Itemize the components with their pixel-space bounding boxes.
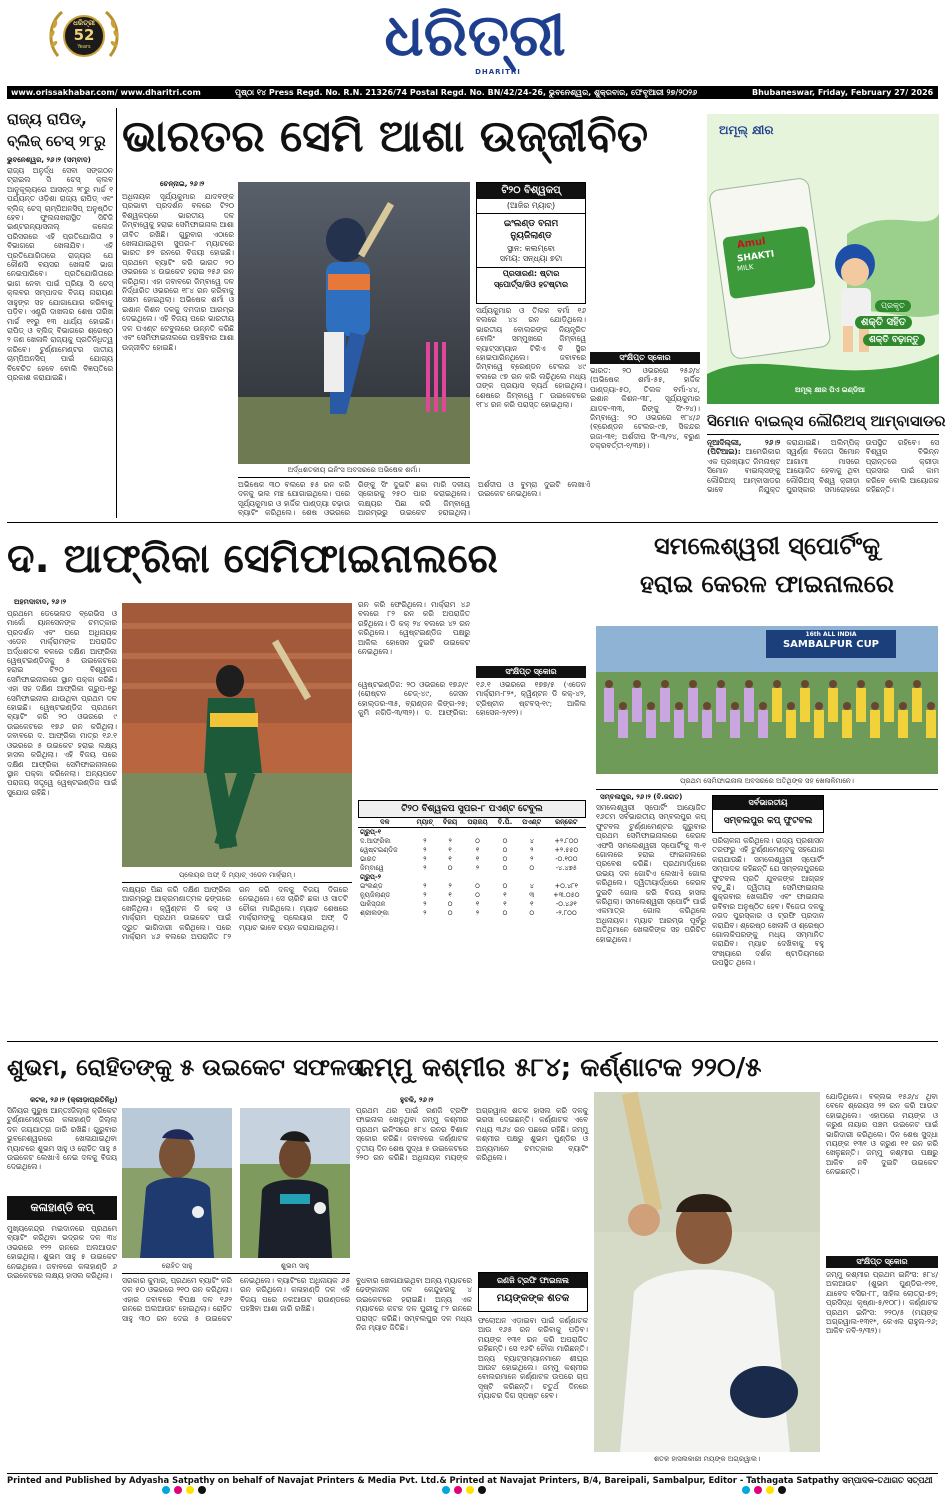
table-cell: ୦	[502, 837, 508, 845]
s4-box-top: ସର୍ବଭାରତୀୟ	[713, 796, 823, 810]
s4-caption-rule	[596, 789, 938, 790]
reg-dot-magenta-2	[454, 1486, 462, 1494]
footer-rule	[7, 1473, 938, 1474]
s4-photo-caption: ପ୍ରଥମ ସେମିଫାଇନାଲ ଅବସରରେ ଅତିଥିଙ୍କ ସହ ଖେଳାଳିମାନେ।	[680, 777, 854, 785]
table-cell: ୨	[530, 855, 534, 863]
s2-body	[707, 438, 939, 518]
s3-photo	[122, 603, 352, 867]
anniversary-number: 52	[73, 26, 95, 44]
table-cell: ୱେଷ୍ଟଇଣ୍ଡିଜ	[360, 846, 398, 854]
reg-dot-black	[198, 1486, 206, 1494]
s3-headline: ଦ. ଆଫ୍ରିକା ସେମିଫାଇନାଲରେ	[7, 536, 498, 582]
footer-imprint: Printed and Published by Adyasha Satpathy on behalf of Navajat Printers & Media Pvt. Ltd.& Printed at Navajat Printers, B/4, Bareipali, Sambalpur, Editor - Tathagata Satpathy ସମ୍ପାଦକ-ତଥାଗତ ସତ୍ପଥୀ	[7, 1475, 933, 1485]
table-row	[358, 846, 586, 855]
row-divider-2	[7, 1041, 938, 1042]
table-cell: +୩.୦୫୦	[553, 891, 580, 899]
s6-body-a: ପ୍ରଥମ ଥର ପାଇଁ ରଣଜି ଟ୍ରଫି ଫାଇନାଲ ଖେଳୁଥିବା ଜମ୍ମୁ କଶ୍ମୀର ପ୍ରଥମ ଇନିଂସରେ ୫୮୪ ରନର ବିଶାଳ ସ୍କୋର କରିଛି। ଜବାବରେ କର୍ଣ୍ଣାଟକ ତୃତୀୟ ଦିନ ଶେଷ ସୁଦ୍ଧା ୫ ଉଇକେଟରେ ୨୨୦ ରନ କରିଛି। ଅଧିନାୟକ ମୟଙ୍କ ଅଗ୍ରୱାଲ ଶତକ ହାସଲ କରି ଦଳକୁ ଭରସା ଦେଇଛନ୍ତି। କର୍ଣ୍ଣାଟକ ଏବେ ମଧ୍ୟ ୩୬୪ ରନ ପଛରେ ରହିଛି। ଜମ୍ମୁ କଶ୍ମୀର ପକ୍ଷରୁ ଶୁଭମ ପୁଣ୍ଡିର ଓ ଅନ୍ୟମାନେ ଚମତ୍କାର ବ୍ୟାଟିଂ କରିଥିଲେ।	[356, 1106, 588, 1163]
table-cell: ୪	[529, 837, 534, 845]
s6-body-b: ଫଲୋଅନ ଏଡ଼ାଇବା ପାଇଁ କର୍ଣ୍ଣାଟକ ଆଉ ୧୬୫ ରନ କରିବାକୁ ପଡ଼ିବ। ମୟଙ୍କ ୧୩୧ ରନ କରି ଅପରାଜିତ ରହିଛନ୍ତି। ସେ ୧୬ଟି ଚୌକା ମାରିଛନ୍ତି। ଅନ୍ୟ ବ୍ୟାଟ୍ସମ୍ୟାନମାନେ ଶୀଘ୍ର ଆଉଟ ହୋଇଥିଲେ। ଜମ୍ମୁ କଶ୍ମୀର ବୋଲରମାନେ କର୍ଣ୍ଣାଟକ ଉପରେ ଚାପ ସୃଷ୍ଟି କରିଛନ୍ତି। ଚତୁର୍ଥ ଦିନରେ ମ୍ୟାଚର ଦିଗ ସ୍ପଷ୍ଟ ହେବ।	[478, 1316, 588, 1401]
s2-body-text: ଆମେରିକାର ଏକ ପ୍ରଖ୍ୟାତ ଜିମନାଷ୍ଟ ସିମୋନ ବାଇଲ୍ସଙ୍କୁ ଲୌରିଅସ୍ ଆମ୍ବାସାଡର ଭାବେ ନିଯୁକ୍ତ କରାଯାଇଛି। ଅଲିମ୍ପିକ୍ ସ୍ୱର୍ଣ୍ଣ ବିଜେତା ସିମୋନ ଆଗାମୀ ମାସରେ ଆୟୋଜିତ ହେବାକୁ ଥିବା ଲୌରିଅସ୍ ବିଶ୍ୱ କ୍ରୀଡ଼ା ପୁରସ୍କାର ସମାରୋହରେ ଉପସ୍ଥିତ ରହିବେ। ସେ ବିଶ୍ୱର ବିଭିନ୍ନ ପ୍ରାନ୍ତରେ କ୍ରୀଡ଼ା ପ୍ରସାର ପାଇଁ କାମ କରିବେ ବୋଲି ଆୟୋଜକ କହିଛନ୍ତି।	[707, 438, 939, 495]
reg-dot-cyan-3	[742, 1486, 750, 1494]
s3-body-right	[476, 600, 586, 666]
date-strip	[7, 86, 938, 99]
table-header-row	[358, 818, 586, 828]
s3-dateline: ଅହମଦାବାଦ, ୨୬।୨	[14, 598, 67, 606]
table-cell: ୩	[529, 891, 535, 899]
table-cell: ୧	[475, 855, 480, 863]
anniversary-unit: Years	[77, 44, 91, 50]
reg-dot-yellow-2	[466, 1486, 474, 1494]
s4-box-bottom: ସମ୍ବଲପୁର କପ୍ ଫୁଟବଲ	[723, 816, 813, 826]
s6-headline: ଜମ୍ମୁ କଶ୍ମୀର ୫୮୪; କର୍ଣ୍ଣାଟକ ୨୨୦/୫	[356, 1053, 762, 1083]
s3-body-b: ଲକ୍ଷ୍ୟର ପିଛା କରି ଦକ୍ଷିଣ ଆଫ୍ରିକା ଆରମ୍ଭରୁ ଆକ୍ରମଣାତ୍ମକ ଢଙ୍ଗରେ ଖେଳିଥିଲା। କ୍ୱିଣ୍ଟନ ଡି କକ୍ ଓ ମାର୍କ୍ରାମ ପ୍ରଥମ ଉଇକେଟ ପାଇଁ ଦ୍ରୁତ ଭାଗିଦାରୀ କରିଥିଲେ। ପରେ ମାର୍କ୍ରାମ ୪୬ ବଲରେ ଅପରାଜିତ ୮୨ ରନ କରି ଦଳକୁ ବିଜୟ ଦିଗରେ ନେଇଥିଲେ। ସେ ଚାରିଟି ଛକା ଓ ସାତଟି ଚୌକା ମାରିଥିଲେ। ମ୍ୟାଚ ଶେଷରେ ମାର୍କ୍ରାମଙ୍କୁ ପ୍ଲେୟାର ଅଫ୍ ଦି ମ୍ୟାଚ ଭାବେ ଚୟନ କରାଯାଇଥିଲା।	[122, 885, 348, 942]
s2-headline: ସିମୋନ ବାଇଲ୍ସ ଲୌରିଅସ୍ ଆମ୍ବାସାଡର	[707, 412, 946, 430]
reg-dot-magenta-3	[754, 1486, 762, 1494]
strip-websites: www.orissakhabar.com/ www.dharitri.com	[11, 88, 201, 97]
s5-body-d: ବୁଧବାର ଖେଳାଯାଇଥିବା ଅନ୍ୟ ମ୍ୟାଚରେ ଢେଙ୍କାନାଳ ଦଳ କେନ୍ଦୁଝରକୁ ୪ ଉଇକେଟରେ ହରାଇଛି। ଅନ୍ୟ ଏକ ମ୍ୟାଚରେ କଟକ ଦଳ ପୁରୀକୁ ୮୨ ରନରେ ପରାସ୍ତ କରିଛି। ସମ୍ବଲପୁର ଦଳ ମଧ୍ୟ ନିଜ ମ୍ୟାଚ ଜିତିଛି।	[356, 1276, 472, 1333]
table-cell: ୨	[423, 864, 427, 872]
table-cell: ୨	[475, 909, 480, 917]
table-cell: +୦.୪୮୧	[554, 882, 579, 890]
s5-body-c: ସରକାର କୁମାର, ପ୍ରଥମେ ବ୍ୟାଟିଂ କରି ଦଳ ୫୦ ଓଭରରେ ୨୧୦ ରନ କରିଥିଲା। ଏହାର ଜବାବରେ ବିପକ୍ଷ ଦଳ ୧୬୨ ରନରେ ଅଲଆଉଟ ହୋଇଥିଲା। ରୋହିତ ସାହୁ ୩୦ ରନ ଦେଇ ୫ ଉଇକେଟ ନେଇଥିଲେ। ବ୍ୟାଟିଂରେ ଅଧିନାୟକ ୬୫ ରନ କରିଥିଲେ। କଳାହାଣ୍ଡି ଦଳ ଏହି ବିଜୟ ପରେ ନକଆଉଟ ରାଉଣ୍ଡରେ ପହଞ୍ଚିବା ଆଶା ଜାରି ରଖିଛି।	[122, 1276, 350, 1323]
s4-body-c	[830, 795, 938, 1037]
s6-body-c: ଯୋଡ଼ିଥିଲେ। ବଳ୍ଲଭ ୧୫୬/୪ ଥିବା ବେଳେ ଶ୍ରେୟସ ୨୨ ରନ କରି ଆଉଟ ହୋଇଥିଲେ। ଏହାପରେ ମୟଙ୍କ ଓ କରୁଣ ନାୟାର ପଞ୍ଚମ ଉଇକେଟ ପାଇଁ ଭାଗିଦାରୀ କରିଥିଲେ। ଦିନ ଶେଷ ସୁଦ୍ଧା ମୟଙ୍କ ୧୩୧ ଓ କରୁଣ ୧୧ ରନ କରି ଖେଳୁଛନ୍ତି। ଜମ୍ମୁ କଶ୍ମୀର ପକ୍ଷରୁ ଆକିବ ନବି ଦୁଇଟି ଉଇକେଟ ନେଇଛନ୍ତି।	[826, 1092, 938, 1177]
table-cell: ୨	[448, 837, 452, 845]
match-box-broadcast: ପ୍ରସାରଣ: ଷ୍ଟାର	[502, 269, 560, 278]
table-cell: ୧	[448, 855, 452, 863]
table-cell: ୦	[529, 909, 535, 917]
table-cell: ୨	[423, 900, 427, 908]
score-title: ସଂକ୍ଷିପ୍ତ ସ୍କୋର	[590, 352, 700, 364]
table-cell: ଭାରତ	[360, 855, 377, 863]
table-cell: ୦	[502, 846, 508, 854]
table-cell: -୦.୧୦୦	[555, 855, 578, 863]
table-cell: -୦.୪୬୧	[555, 900, 577, 908]
s4-headline-1: ସମଲେଶ୍ୱରୀ ସ୍ପୋର୍ଟିଂକୁ	[654, 532, 880, 560]
table-row	[358, 882, 586, 891]
s6-photo-caption: ଶତକ ହାସଲକାରୀ ମୟଙ୍କ ଅଗ୍ରୱାଲ।	[653, 1455, 761, 1463]
s5-caption-rule	[122, 1273, 350, 1274]
table-cell: +୨.୫୫୦	[554, 846, 579, 854]
s5-badge: କଳାହାଣ୍ଡି କପ୍	[7, 1196, 117, 1220]
s3-score-body: ୱେଷ୍ଟଇଣ୍ଡିଜ: ୨୦ ଓଭରରେ ୧୭୬/୯ (ରୋଷ୍ଟନ ଚେଜ୍-୪୯, ଜେସନ ହୋଲ୍ଡର-୩୫, ବ୍ରାଣ୍ଡନ କିଙ୍ଗ-୨୫; କୁମି ନଗିଡି-୩/୩୨)। ଦ. ଆଫ୍ରିକା: ୧୬.୧ ଓଭରରେ ୧୭୭/୫ (ଏଡେନ ମାର୍କ୍ରାମ-୮୨*, କ୍ୱିଣ୍ଟନ ଡି କକ୍-୪୨, ଟ୍ରିଷ୍ଟାନ ଷ୍ଟବସ୍-୧୯; ଆକିଲ ହୋସେନ-୨/୧୨)।	[358, 680, 586, 718]
logo-text: ଧରିତ୍ରୀ	[384, 1, 566, 69]
s6-box-bottom: ମୟଙ୍କଙ୍କ ଶତକ	[496, 1293, 570, 1304]
s3-caption-rule	[122, 882, 352, 883]
group-label: ଗ୍ରୁପ୍-୨	[360, 873, 382, 881]
logo	[360, 2, 590, 82]
reg-dot-black-2	[478, 1486, 486, 1494]
table-row	[358, 864, 586, 873]
table-cell: ୧	[448, 846, 452, 854]
s3-score-box	[358, 666, 586, 796]
masthead	[0, 0, 945, 86]
match-box-venue: ସ୍ଥାନ: କଲମ୍ବୋ	[507, 244, 555, 253]
table-cell: ୦	[502, 864, 508, 872]
lead-photo-caption: ଅର୍ଦ୍ଧଶତକୀୟ ଇନିଂସ ଅବସରରେ ଅଭିଷେକ ଶର୍ମା।	[287, 466, 421, 474]
th-lost: ପରାଜୟ	[462, 818, 493, 828]
ad-tagline-3: ଶକ୍ତି ବଢ଼ାନ୍ତୁ	[863, 334, 925, 346]
lead-dateline: ଚେନ୍ନାଇ, ୨୬।୨	[160, 180, 205, 188]
logo-sub: DHARITRI	[475, 68, 521, 76]
th-played: ମ୍ୟାଚ୍	[412, 818, 439, 828]
table-row	[358, 909, 586, 918]
th-points: ପଏଣ୍ଟ	[517, 818, 547, 828]
table-cell: ୨	[530, 846, 534, 854]
lead-body-c: ସର୍ଯ୍ୟକୁମାର ଓ ତିଲକ ବର୍ମା ୧୬ ବଲରେ ୪୪ ରନ ଯୋଡ଼ିଥିଲେ। ଭାରତୀୟ ବୋଲରଙ୍କ ନିୟନ୍ତ୍ରିତ ବୋଲିଂ ସମ୍ମୁଖରେ ଜିମ୍ବାୱେ ବ୍ୟାଟ୍ସମ୍ୟାନ ଟିକିଏ ବି ସ୍ଥିର ହୋଇପାରିନଥିଲେ। ଜବାବରେ ଜିମ୍ବାୱେ ବ୍ରେଣ୍ଡନ ଟେଲର ୪୯ ବଲରେ ୯୭ ରନ କରି ଲଢ଼ିଥିଲେ ମଧ୍ୟ ତାଙ୍କ ପ୍ରୟାସ ବ୍ୟର୍ଥ ହୋଇଥିଲା। ଶେଷରେ ଜିମ୍ବାୱେ ୮ ଉଇକେଟରେ ୧୮୪ ରନ କରି ପରାସ୍ତ ହୋଇଥିଲା।	[476, 306, 586, 410]
s5-body-a: ସିନିୟର ପୁରୁଷ ଆନ୍ତଃଜିଲ୍ଲା କ୍ରିକେଟ ଟୁର୍ଣ୍ଣାମେଣ୍ଟରେ କଳାହାଣ୍ଡି ଜିଲ୍ଲା ଦଳ ଜୟଯାତ୍ରା ଜାରି ରଖିଛି। ଗୁରୁବାର ଭୁବନେଶ୍ୱରରେ ଖେଳାଯାଇଥିବା ମ୍ୟାଚରେ ଶୁଭମ ସାହୁ ଓ ରୋହିତ ସାହୁ ୫ ଉଇକେଟ ଲେଖାଏଁ ନେଇ ଦଳକୁ ବିଜୟ ଦେଇଥିଲେ।	[7, 1106, 117, 1172]
table-cell: ୦	[447, 864, 453, 872]
score-box-1	[590, 180, 700, 518]
table-cell: ଜିମ୍ବାୱେ	[360, 864, 384, 872]
s3-score-title: ସଂକ୍ଷିପ୍ତ ସ୍କୋର	[476, 666, 586, 678]
s4-photo	[596, 626, 938, 774]
table-cell: ଦ.ଆଫ୍ରିକା	[360, 837, 391, 845]
lead-body-a: ଅଧିନାୟକ ସୂର୍ଯ୍ୟକୁମାର ଯାଦବଙ୍କ ପ୍ରଭାବୀ ପ୍ରଦର୍ଶନ ବଳରେ ଟି୨୦ ବିଶ୍ୱକପ୍ରେ ଭାରତୀୟ ଦଳ ଜିମ୍ବାୱେକୁ ହରାଇ ସେମିଫାଇନାଲ ଆଶା ଜୀବିତ ରଖିଛି। ଗୁରୁବାର ଏଠାରେ ଖେଳାଯାଇଥିବା ସୁପର-୮ ମ୍ୟାଚରେ ଭାରତ ୭୨ ରନରେ ବିଜୟୀ ହୋଇଛି। ପ୍ରଥମେ ବ୍ୟାଟିଂ କରି ଭାରତ ୨୦ ଓଭରରେ ୪ ଉଇକେଟ ହରାଇ ୨୫୬ ରନ କରିଥିଲା। ଏହା ଜବାବରେ ଜିମ୍ବାୱେ ଦଳ ନିର୍ଦ୍ଧାରିତ ଓଭରରେ ୧୮୪ ରନ କରିବାକୁ ସକ୍ଷମ ହୋଇଥିଲା। ଅଭିଷେକ ଶର୍ମା ଓ ଇଶାନ କିଶନ ଦଳକୁ ଦମଦାର ଆରମ୍ଭ ଦେଇଥିଲେ। ଏହି ବିଜୟ ପରେ ଭାରତୀୟ ଦଳ ପଏଣ୍ଟ ଟେବୁଲରେ ଉନ୍ନତି କରିଛି ଏବଂ ସେମିଫାଇନାଲରେ ପହଞ୍ଚିବାର ଆଶା ଉଜ୍ଜୀବିତ ହୋଇଛି।	[122, 192, 234, 352]
reg-dot-yellow-3	[766, 1486, 774, 1494]
s4-body-b: ପରିଚାଳନା କରିଥିଲେ। ରାଜ୍ୟ ପ୍ରଶାସନ ତରଫରୁ ଏହି ଟୁର୍ଣ୍ଣାମେଣ୍ଟକୁ ସହଯୋଗ କରାଯାଉଛି। ସମଲେଶ୍ୱରୀ ସ୍ପୋର୍ଟିଂ ସମ୍ପାଦକ କହିଛନ୍ତି ଯେ ସମ୍ବଲପୁରରେ ଫୁଟବଲ ପ୍ରତି ଯୁବକଙ୍କ ଆଗ୍ରହ ବଢ଼ୁଛି। ଦ୍ୱିତୀୟ ସେମିଫାଇନାଲ ଶୁକ୍ରବାର ଖେଳାଯିବ ଏବଂ ଫାଇନାଲ ରବିବାର ଅନୁଷ୍ଠିତ ହେବ। ବିଜେତା ଦଳକୁ ନଗଦ ପୁରସ୍କାର ଓ ଟ୍ରଫି ପ୍ରଦାନ କରାଯିବ। ଶ୍ରେଷ୍ଠ ଖେଳାଳି ଓ ଶ୍ରେଷ୍ଠ ଗୋଲକିପରଙ୍କୁ ମଧ୍ୟ ସମ୍ମାନିତ କରାଯିବ। ମ୍ୟାଚ ଦେଖିବାକୁ ବହୁ ସଂଖ୍ୟାରେ ଦର୍ଶକ ଷ୍ଟାଡିୟମରେ ଉପସ୍ଥିତ ଥିଲେ।	[712, 836, 824, 968]
table-cell: ୨	[448, 882, 452, 890]
table-cell: ୨	[475, 864, 480, 872]
reg-dot-cyan-2	[442, 1486, 450, 1494]
table-group-row	[358, 873, 586, 882]
table-cell: ୨	[423, 837, 427, 845]
table-cell: ୧	[475, 900, 480, 908]
points-table-title: ଟି୨୦ ବିଶ୍ୱକପ ସୁପର-୮ ପଏଣ୍ଟ ଟେବୁଲ	[358, 800, 586, 818]
th-nr: ବି.ପି.	[493, 818, 517, 828]
s2-dateline: ନୂଆଦିଲ୍ଲୀ, ୨୬।୨ (ପିଟିଆଇ):	[707, 438, 781, 457]
table-cell: ୦	[502, 882, 508, 890]
table-row	[358, 900, 586, 909]
s5-headline: ଶୁଭମ, ରୋହିତଙ୍କୁ ୫ ଉଇକେଟ ସଫଳତା	[7, 1055, 365, 1081]
table-cell: ଇଂଲଣ୍ଡ	[360, 882, 383, 890]
strip-right: Bhubaneswar, Friday, February 27/ 2026	[752, 88, 934, 97]
sidebar-dateline: ଭୁବନେଶ୍ୱର, ୨୬।୨ (ସମ୍ବାଦ)	[7, 156, 91, 164]
reg-dot-yellow	[186, 1486, 194, 1494]
s4-banner-2: SAMBALPUR CUP	[782, 639, 880, 650]
ad-tagline-1: ପ୍ରକୃତ	[875, 300, 911, 312]
anniversary-badge	[44, 4, 124, 66]
table-row	[358, 837, 586, 846]
s4-dateline: ସମ୍ବଲପୁର, ୨୬।୨ (ବି.ଜଗତ)	[600, 793, 683, 801]
lead-photo	[238, 182, 470, 464]
ad-tagline-2: ଶକ୍ତି ସହିତ	[855, 316, 912, 329]
table-cell: ୦	[529, 864, 535, 872]
amul-advertisement[interactable]	[707, 114, 939, 404]
s5-photo-2	[240, 1108, 350, 1258]
match-box-title: ଟି୨୦ ବିଶ୍ୱକପ୍	[477, 183, 585, 199]
table-cell: ୧	[530, 900, 534, 908]
s6-box	[478, 1272, 588, 1312]
ad-brand: ଅମୂଲ୍ କ୍ଷୀର	[719, 123, 774, 137]
table-cell: ୧	[503, 900, 507, 908]
reg-dot-black-3	[778, 1486, 786, 1494]
strip-center: ପୃଷ୍ଠା ୧୪ Press Regd. No. R.N. 21326/74 Postal Regd. No. BN/42/24-26, ଭୁବନେଶ୍ୱର, ଶୁକ୍ରବାର, ଫେବୃଆରୀ ୨୭/୨୦୨୬	[235, 88, 698, 97]
s3-photo-caption: ପ୍ଲେୟର ଅଫ୍ ଦି ମ୍ୟାଚ୍ ଏଡେନ ମାର୍କ୍ରାମ୍।	[178, 871, 296, 879]
s3-body-c: ରନ କରି ଫେରିଥିଲେ। ମାର୍କ୍ରାମ ୪୬ ବଲରେ ୮୨ ରନ କରି ଅପରାଜିତ ରହିଥିଲେ। ଡି କକ୍ ୨୪ ବଲରେ ୪୨ ରନ କରିଥିଲେ। ୱେଷ୍ଟଇଣ୍ଡିଜ ପକ୍ଷରୁ ଆକିଲ ହୋସେନ ଦୁଇଟି ଉଇକେଟ ନେଇଥିଲେ।	[358, 600, 470, 657]
lead-headline: ଭାରତର ସେମି ଆଶା ଉଜ୍ଜୀବିତ	[122, 111, 649, 162]
ad-pack-line1: SHAKTI	[736, 249, 775, 265]
match-box-time: ସମୟ: ସନ୍ଧ୍ୟା ୭ଟା	[477, 254, 585, 268]
s6-box-top: ରଣଜି ଟ୍ରଫି ଫାଇନାଲ	[479, 1273, 587, 1288]
lead-body-b: ଅଭିଷେକ ୩୦ ବଲରେ ୫୫ ରନ କରି ଦଳକୁ ଭଲ ମଞ୍ଚ ଯୋଗାଇଥିଲେ। ପରେ ସୂର୍ଯ୍ୟକୁମାର ଓ ହାର୍ଦ୍ଦିକ ପାଣ୍ଡ୍ୟା ଚଢ଼ାଉ ବ୍ୟାଟିଂ କରିଥିଲେ। ଶେଷ ଓଭରରେ ରିଙ୍କୁ ସିଂ ଦୁଇଟି ଛକା ମାରି ଦଳୀୟ ସ୍କୋରକୁ ୨୫୦ ପାର କରାଇଥିଲେ। ଲକ୍ଷ୍ୟର ପିଛା କରି ଜିମ୍ବାୱେ ଆରମ୍ଭରୁ ଉଇକେଟ ହରାଇଥିଲା। ଅର୍ଶଦୀପ ଓ ବୁମ୍ରା ଦୁଇଟି ଲେଖାଏଁ ଉଇକେଟ ନେଇଥିଲେ।	[238, 480, 590, 518]
match-box-channel: ସ୍ପୋର୍ଟ୍ସ/ଜିଓ ହଟଷ୍ଟାର	[493, 280, 569, 289]
reg-dot-cyan	[162, 1486, 170, 1494]
table-cell: ୦	[447, 909, 453, 917]
table-cell: ୨	[423, 891, 427, 899]
s2-rule	[707, 434, 939, 435]
s4-banner-1: 16th ALL INDIA	[805, 631, 857, 638]
s4-headline-2: ହରାଇ କେରଳ ଫାଇନାଲରେ	[640, 570, 894, 598]
table-cell: ୦	[447, 900, 453, 908]
anniversary-top: ଧରିତ୍ରୀ	[73, 19, 95, 27]
table-cell: -୨.୮୦୦	[555, 909, 577, 917]
s4-box	[712, 795, 824, 833]
table-cell: ୦	[475, 882, 480, 890]
points-table-grid	[358, 818, 586, 918]
table-cell: ୦	[475, 891, 480, 899]
s4-body-a: ସମଲେଶ୍ୱରୀ ସ୍ପୋର୍ଟିଂ ଆୟୋଜିତ ୧୬ତମ ସର୍ବଭାରତୀୟ ସମ୍ବଲପୁର କପ୍ ଫୁଟବଲ ଟୁର୍ଣ୍ଣାମେଣ୍ଟର ଗୁରୁବାର ପ୍ରଥମ ସେମିଫାଇନାଲରେ କେରଳ ଏଫସି ସମଲେଶ୍ୱରୀ ସ୍ପୋର୍ଟିଂକୁ ୩-୧ ଗୋଲରେ ହରାଇ ଫାଇନାଲରେ ପ୍ରବେଶ କରିଛି। ପ୍ରଥମାର୍ଦ୍ଧରେ ଉଭୟ ଦଳ ଗୋଟିଏ ଲେଖାଏଁ ଗୋଲ କରିଥିଲେ। ଦ୍ୱିତୀୟାର୍ଦ୍ଧରେ କେରଳ ଦୁଇଟି ଗୋଲ କରି ବିଜୟ ହାସଲ କରିଥିଲା। ସମଲେଶ୍ୱରୀ ସ୍ପୋର୍ଟିଂ ପାଇଁ ଏକମାତ୍ର ଗୋଲ କରିଥିଲେ ଅଧିନାୟକ। ମ୍ୟାଚ ଆରମ୍ଭ ପୂର୍ବରୁ ଅତିଥିମାନେ ଖେଳାଳିଙ୍କ ସହ ପରିଚିତ ହୋଇଥିଲେ।	[596, 803, 706, 944]
ad-pack-line2: MILK	[736, 262, 755, 274]
s6-score-title: ସଂକ୍ଷିପ୍ତ ସ୍କୋର	[826, 1256, 938, 1268]
s3-body-a: ପ୍ରଥମେ ଡେଭେଲଡ ବ୍ରେଭିସ ଓ ମାର୍କୋ ୟାନସେନଙ୍କ ଚମତ୍କାର ପ୍ରଦର୍ଶନ ଏବଂ ପରେ ଅଧିନାୟକ ଏଡେନ ମାର୍କ୍ରାମଙ୍କ ଅପରାଜିତ ଅର୍ଦ୍ଧଶତକ ବଳରେ ଦକ୍ଷିଣ ଆଫ୍ରିକା ୱେଷ୍ଟଇଣ୍ଡିଜକୁ ୫ ଉଇକେଟରେ ହରାଇ ଟି୨୦ ବିଶ୍ୱକପ ସେମିଫାଇନାଲରେ ସ୍ଥାନ ପକ୍କା କରିଛି। ଏହା ସହ ଦକ୍ଷିଣ ଆଫ୍ରିକା ଗ୍ରୁପ-୧ରୁ ସେମିଫାଇନାଲ ଯାଉଥିବା ପ୍ରଥମ ଦଳ ହୋଇଛି। ୱେଷ୍ଟଇଣ୍ଡିଜ ପ୍ରଥମେ ବ୍ୟାଟିଂ କରି ୨୦ ଓଭରରେ ୯ ଉଇକେଟରେ ୧୭୬ ରନ କରିଥିଲା। ଜବାବରେ ଦ. ଆଫ୍ରିକା ମାତ୍ର ୧୬.୧ ଓଭରରେ ୫ ଉଇକେଟ ହରାଇ ଲକ୍ଷ୍ୟ ହାସଲ କରିଥିଲା। ଏହି ବିଜୟ ପରେ ଦକ୍ଷିଣ ଆଫ୍ରିକା ସେମିଫାଇନାଲରେ ସ୍ଥାନ ପକ୍କା କରିନେଲା। ଅନ୍ୟପଟେ ପରାଜୟ ସତ୍ତ୍ୱେ ୱେଷ୍ଟଇଣ୍ଡିଜ ପାଇଁ ସୁଯୋଗ ରହିଛି।	[7, 609, 117, 797]
group-label: ଗ୍ରୁପ୍-୧	[360, 828, 382, 836]
table-cell: ୦	[502, 855, 508, 863]
table-cell: ୦	[502, 909, 508, 917]
table-cell: ନ୍ୟୁଜିଲାଣ୍ଡ	[360, 891, 391, 899]
s6-photo	[594, 1092, 820, 1452]
col-divider	[116, 108, 117, 518]
table-cell: -୪.୪୭୫	[555, 864, 577, 872]
s5-photo-caption-1: ରୋହିତ ସାହୁ	[161, 1262, 193, 1270]
table-row	[358, 891, 586, 900]
s6-dateline: ହୁବଳି, ୨୬।୨	[400, 1096, 434, 1104]
table-cell: +୨.୮୦୦	[554, 837, 579, 845]
table-cell: ଶ୍ରୀଲଙ୍କା	[360, 909, 389, 917]
s5-photo-caption-2: ଶୁଭମ ସାହୁ	[280, 1262, 310, 1270]
table-cell: ୧	[448, 891, 452, 899]
table-cell: ପାକିସ୍ତାନ	[360, 900, 386, 908]
registration-marks	[50, 1486, 910, 1494]
sidebar-body: ରାଜ୍ୟ ଅନୁର୍ଦ୍ଧ ସେବା ସଙ୍ଗଠନ ଟ୍ରାଇଲ ସି ଚେସ୍ କ୍ଲବ ଆନୁକୂଲ୍ୟରେ ଆସନ୍ତା ୨୮ରୁ ମାର୍ଚ୍ଚ ୧ ପର୍ଯ୍ୟନ୍ତ ଓଡ଼ିଶା ରାଜ୍ୟ ରାପିଡ୍ ଏବଂ ବ୍ଲିଜ୍ ଚେସ୍ ଚାମ୍ପିଅନସିପ୍ ଅନୁଷ୍ଠିତ ହେବ। ଫୁଲନାଖରାସ୍ଥିତ ସିଟିଜି ଇଣ୍ଟରନ୍ୟାସନାଲ୍ କଲେଜ ପରିସରରେ ଏହି ପ୍ରତିଯୋଗିତା ୨ ବିଭାଗରେ ଖେଳାଯିବ। ଏହି ପ୍ରତିଯୋଗିତାରେ ରାଜ୍ୟର ଯେ କୌଣସି ବୟସର ଖେଳାଳି ଭାଗ ନେଇପାରିବେ। ପ୍ରତିଯୋଗିତାରେ ଭାଗ ନେବା ପାଇଁ ପ୍ରିୟା ସି ଚେସ୍ କ୍ଲବର ସମ୍ପାଦକ ବିଜୟ ନାରାୟଣ ସାହୁଙ୍କ ସହ ଯୋଗାଯୋଗ କରିବାକୁ ପଡ଼ିବ। ଏଣ୍ଟ୍ରି ଦାଖଲର ଶେଷ ତାରିଖ ମାର୍ଚ୍ଚ ୧୧ରୁ ୧୩ ଧାର୍ଯ୍ୟ ହୋଇଛି। ରାପିଡ୍ ଓ ବ୍ଲିଜ୍ ବିଭାଗରେ ଶ୍ରେଷ୍ଠ ୨ ଜଣ ଖେଳାଳି ରାଜ୍ୟକୁ ପ୍ରତିନିଧିତ୍ୱ କରିବେ। ଟୁର୍ଣ୍ଣାମେଣ୍ଟର ଜାତୀୟ ଚାମ୍ପିଅନସିପ୍ ପାଇଁ ଯୋଗ୍ୟ ବିବେଚିତ ହେବେ ବୋଲି ବିଜ୍ଞପ୍ତିରେ ପ୍ରକାଶ କରାଯାଇଛି।	[7, 166, 113, 382]
match-box-teams: ଇଂଲଣ୍ଡ ବନାମ ନ୍ୟୁଜିଲାଣ୍ଡ	[503, 219, 559, 241]
table-cell: ୨	[423, 909, 427, 917]
match-box-sub: (ଆଜିର ମ୍ୟାଚ୍)	[477, 199, 585, 214]
table-cell: ୨	[423, 846, 427, 854]
caption-rule	[238, 477, 470, 478]
s6-score-body: ଜମ୍ମୁ କଶ୍ମୀର ପ୍ରଥମ ଇନିଂସ: ୫୮୪/ଅଲଆଉଟ (ଶୁଭମ ପୁଣ୍ଡିର-୧୨୧, ଯାବେଦ ବସିର-୮୮, ସାହିଲ ଲୋତ୍ରା-୭୨; ପ୍ରସିଦ୍ଧ କୃଷ୍ଣା-୫/୧୦୮)। କର୍ଣ୍ଣାଟକ ପ୍ରଥମ ଇନିଂସ: ୨୨୦/୫ (ମୟଙ୍କ ଅଗ୍ରୱାଲ-୧୩୧*, କେଏଲ ରାହୁଲ-୨୬; ଆକିବ ନବି-୨/୩୨)।	[826, 1270, 938, 1336]
match-info-box	[476, 182, 586, 304]
table-cell: ୨	[423, 882, 427, 890]
reg-dot-magenta	[174, 1486, 182, 1494]
s5-photo-1	[122, 1108, 232, 1258]
table-cell: ୧	[503, 891, 507, 899]
ad-pack-brand: Amul	[736, 236, 767, 251]
s5-body-b: ମୁଖ୍ୟକେନ୍ଦ୍ର ମଇଦାନରେ ପ୍ରଥମେ ବ୍ୟାଟିଂ କରିଥିବା ଭଦ୍ରକ ଦଳ ୩୪ ଓଭରରେ ୧୨୨ ରନରେ ଅଲଆଉଟ ହୋଇଥିଲା। ଶୁଭମ ସାହୁ ୫ ଉଇକେଟ ନେଇଥିଲେ। ଜବାବରେ କଳାହାଣ୍ଡି ୬ ଉଇକେଟରେ ଲକ୍ଷ୍ୟ ହାସଲ କରିଥିଲା।	[7, 1224, 117, 1281]
s5-dateline: କଟକ, ୨୬।୨ (କ୍ରୀଡ଼ାପ୍ରତିନିଧି)	[30, 1096, 118, 1104]
ad-footer: ଅମୂଲ୍ କ୍ଷୀର ପିଏ ଇଣ୍ଡିଆ	[795, 386, 865, 394]
score-body: ଭାରତ: ୨୦ ଓଭରରେ ୨୫୬/୪ (ଅଭିଷେକ ଶର୍ମା-୫୫, ହାର୍ଦ୍ଦିକ ପାଣ୍ଡ୍ୟା-୫୦, ତିଲକ ବର୍ମା-୪୪, ଇଶାନ କିଶନ-୩୮, ସୂର୍ଯ୍ୟକୁମାର ଯାଦବ-୩୩, ରିଙ୍କୁ ସିଂ-୨୪)। ଜିମ୍ବାୱେ: ୨୦ ଓଭରରେ ୧୮୪/୬ (ବ୍ରେଣ୍ଡନ ଟେଲର-୯୭, ସିକନ୍ଦର ରଜା-୩୧; ଅର୍ଶଦୀପ ସିଂ-୩/୨୪, ବରୁଣ ଚକ୍ରବର୍ତ୍ତୀ-୧/୩୭)।	[590, 366, 700, 451]
sidebar-headline: ରାଜ୍ୟ ରାପିଡ୍, ବ୍ଲିଜ୍ ଚେସ୍ ୨୮ରୁ	[7, 110, 106, 150]
th-team: ଦଳ	[358, 818, 412, 828]
table-row	[358, 855, 586, 864]
points-table	[358, 800, 586, 1030]
th-won: ବିଜୟ	[438, 818, 462, 828]
table-cell: ୨	[423, 855, 427, 863]
table-cell: ୪	[529, 882, 534, 890]
s6-score-box	[826, 1256, 938, 1470]
table-cell: ୧	[475, 846, 480, 854]
th-nrr: ରନ୍‌ରେଟ	[547, 818, 586, 828]
table-cell: ୦	[475, 837, 480, 845]
row-divider-1	[7, 522, 938, 523]
table-group-row	[358, 828, 586, 838]
